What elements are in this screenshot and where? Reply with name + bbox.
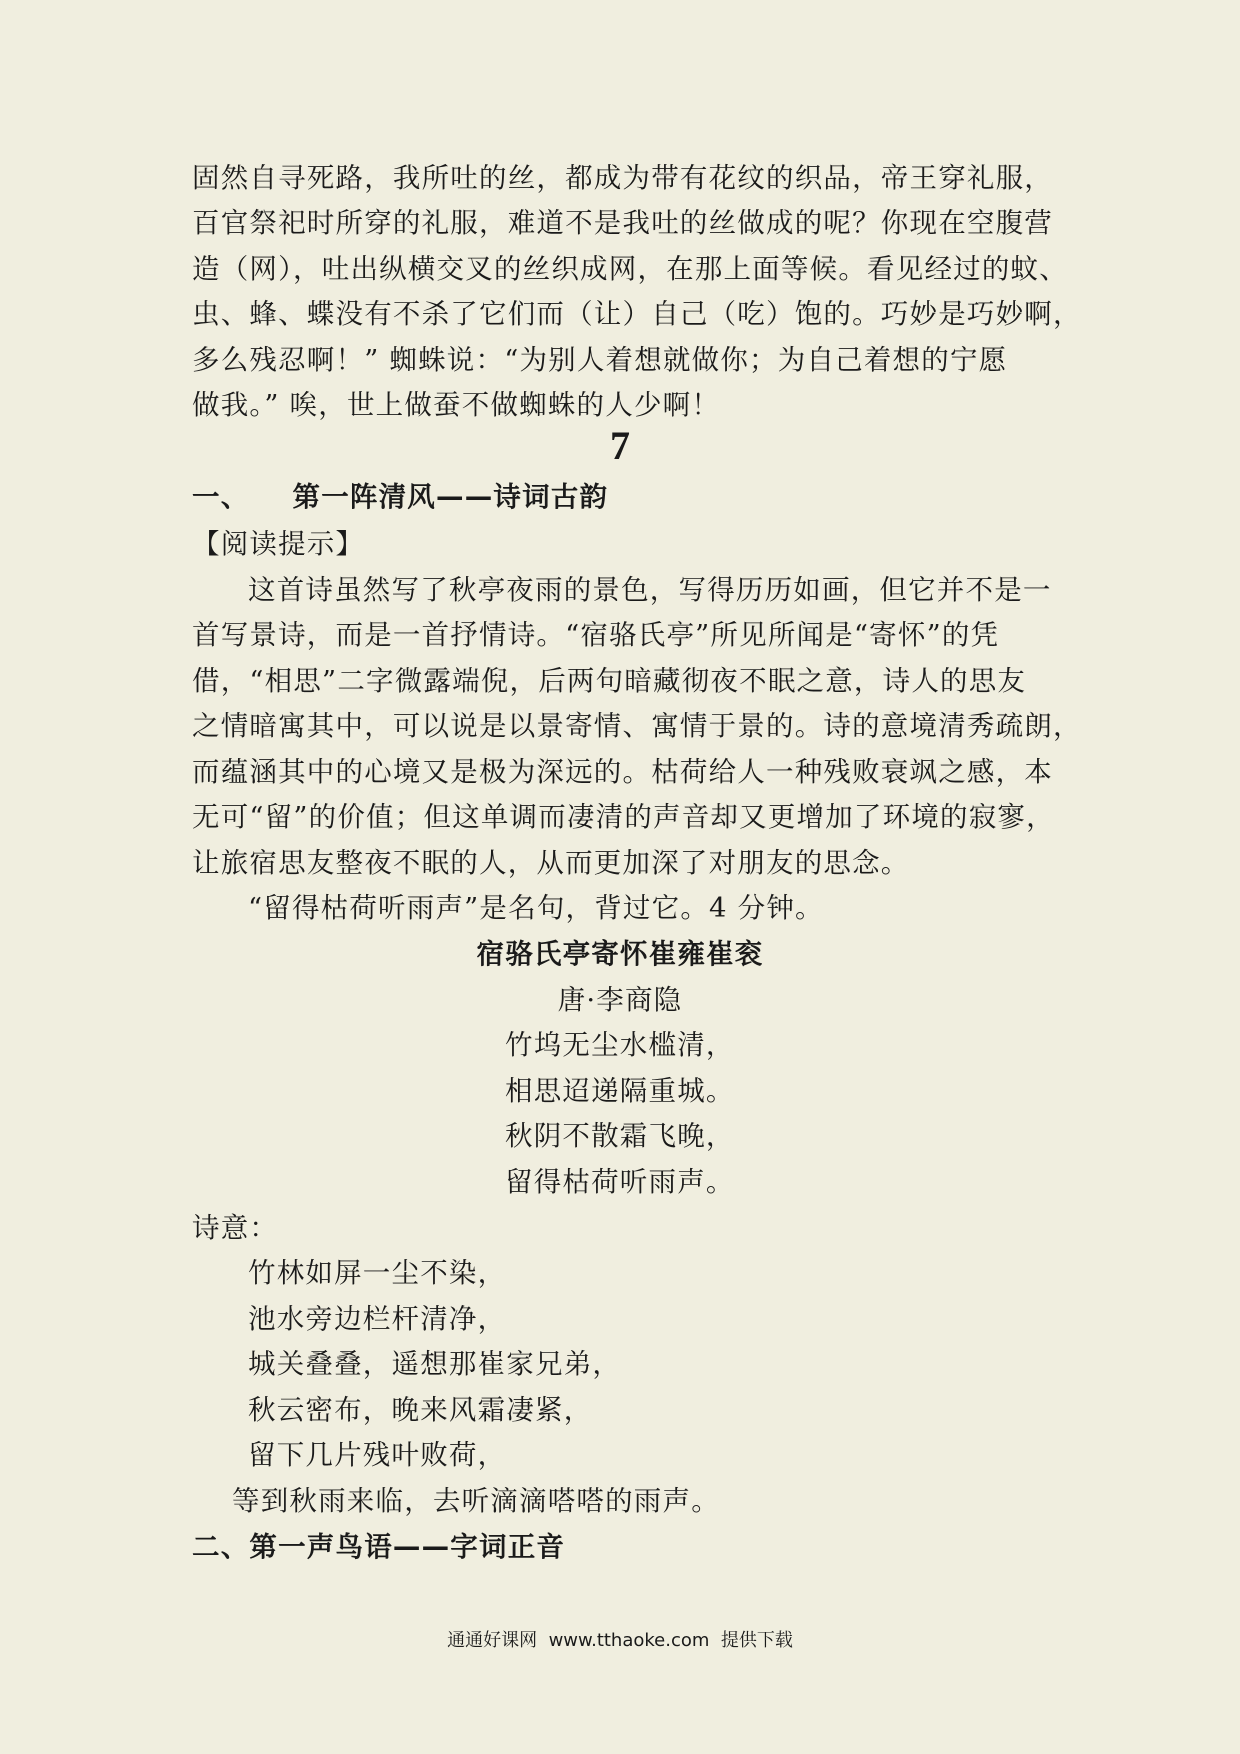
text-line: 做我。” 唉，世上做蚕不做蜘蛛的人少啊！ — [192, 389, 721, 421]
text-line: 而蕴涵其中的心境又是极为深远的。枯荷给人一种残败衰飒之感，本 — [192, 756, 1053, 788]
meaning-label: 诗意： — [192, 1212, 279, 1244]
text-line: 多么残忍啊！” 蜘蛛说：“为别人着想就做你；为自己着想的宁愿 — [192, 344, 1008, 376]
poem-line: 留得枯荷听雨声。 — [505, 1166, 735, 1198]
meaning-line: 竹林如屏一尘不染， — [248, 1257, 507, 1289]
meaning-line: 秋云密布，晚来风霜凄紧， — [248, 1394, 593, 1426]
text-line: 这首诗虽然写了秋亭夜雨的景色，写得历历如画，但它并不是一 — [248, 574, 1052, 606]
text-line: 固然自寻死路，我所吐的丝，都成为带有花纹的织品，帝王穿礼服， — [192, 162, 1053, 194]
section-number: 7 — [610, 423, 630, 468]
meaning-line: 池水旁边栏杆清净， — [248, 1303, 507, 1335]
text-line: 无可“留”的价值；但这单调而凄清的声音却又更增加了环境的寂寥， — [192, 801, 1055, 833]
meaning-line: 等到秋雨来临，去听滴滴嗒嗒的雨声。 — [232, 1485, 720, 1517]
poem-line: 相思迢递隔重城。 — [505, 1075, 735, 1107]
memorize-note: “留得枯荷听雨声”是名句，背过它。4 分钟。 — [248, 892, 824, 924]
text-line: 虫、蜂、蝶没有不杀了它们而（让）自己（吃）饱的。巧妙是巧妙啊， — [192, 298, 1082, 330]
text-line: 首写景诗，而是一首抒情诗。“宿骆氏亭”所见所闻是“寄怀”的凭 — [192, 619, 1000, 651]
meaning-line: 城关叠叠，遥想那崔家兄弟， — [248, 1348, 622, 1380]
footer: 通通好课网 www.tthaoke.com 提供下载 — [447, 1630, 793, 1651]
text-line: 之情暗寓其中，可以说是以景寄情、寓情于景的。诗的意境清秀疏朗， — [192, 710, 1082, 742]
reading-tip-label: 【阅读提示】 — [192, 528, 365, 560]
meaning-line: 留下几片残叶败荷， — [248, 1439, 507, 1471]
text-line: 让旅宿思友整夜不眠的人，从而更加深了对朋友的思念。 — [192, 847, 910, 879]
section-heading: 二、第一声鸟语——字词正音 — [192, 1531, 566, 1563]
text-line: 百官祭祀时所穿的礼服，难道不是我吐的丝做成的呢？你现在空腹营 — [192, 207, 1053, 239]
text-line: 借，“相思”二字微露端倪，后两句暗藏彻夜不眠之意，诗人的思友 — [192, 665, 1027, 697]
text-line: 造（网），吐出纵横交叉的丝织成网，在那上面等候。看见经过的蚊、 — [192, 253, 1068, 285]
poem-line: 竹坞无尘水槛清， — [505, 1029, 735, 1061]
poem-line: 秋阴不散霜飞晚， — [505, 1120, 735, 1152]
section-heading: 一、 第一阵清风——诗词古韵 — [192, 481, 609, 513]
poem-title: 宿骆氏亭寄怀崔雍崔衮 — [476, 938, 764, 970]
poem-author: 唐·李商隐 — [557, 984, 683, 1016]
